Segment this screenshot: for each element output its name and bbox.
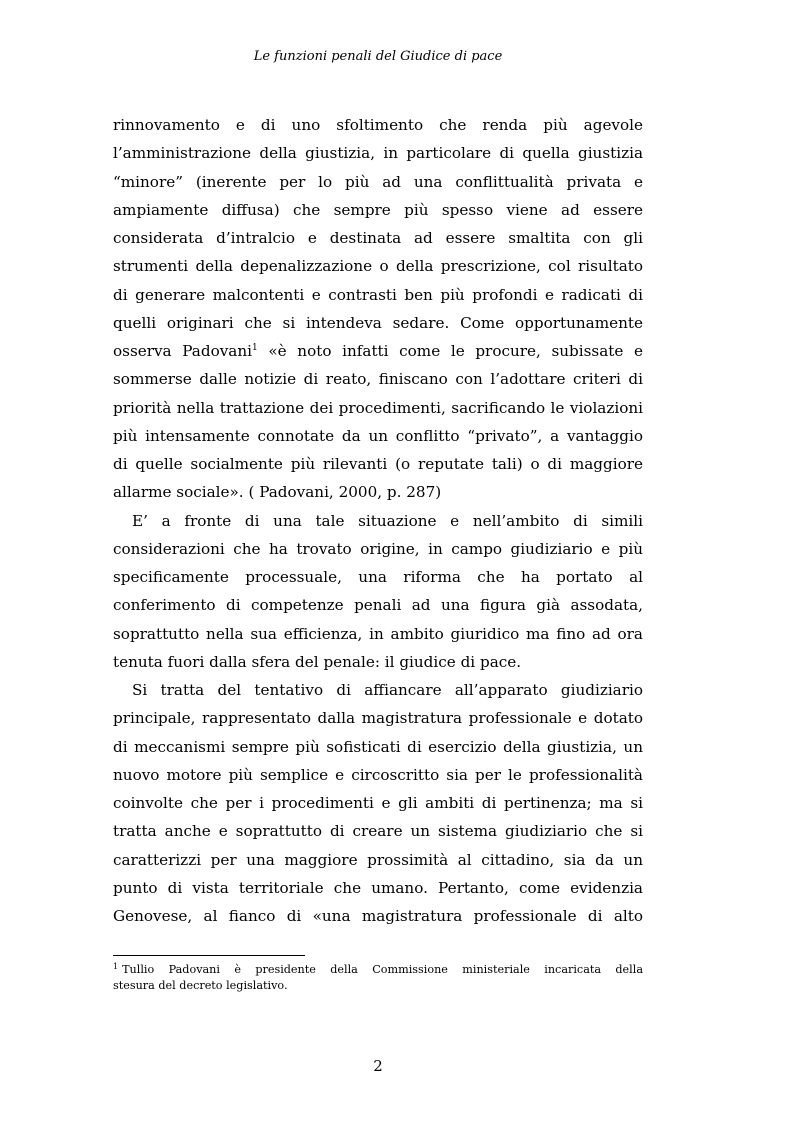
text-line: punto di vista territoriale che umano. Pertanto, come evidenzia <box>113 878 643 897</box>
text-line: tratta anche e soprattutto di creare un sistema giudiziario che si <box>113 822 643 841</box>
text-line: l’amministrazione della giustizia, in particolare di quella giustizia <box>113 144 643 163</box>
text-line: ampiamente diffusa) che sempre più spesso viene ad essere <box>113 200 643 219</box>
text-line: priorità nella trattazione dei procedimenti, sacrificando le violazioni <box>113 398 643 417</box>
footnote-text: Tullio Padovani è presidente della Commissione ministeriale incaricata della <box>122 963 643 976</box>
text-line: considerata d’intralcio e destinata ad essere smaltita con gli <box>113 229 643 247</box>
text-fragment: osserva Padovani <box>113 342 252 360</box>
text-line-with-footnote <box>113 337 643 365</box>
text-line: sommerse dalle notizie di reato, finiscano con l’adottare criteri di <box>113 370 643 389</box>
text-line: caratterizzi per una maggiore prossimità al cittadino, sia da un <box>113 850 643 869</box>
footnote-line: stesura del decreto legislativo. <box>113 979 288 992</box>
text-line: conferimento di competenze penali ad una figura già assodata, <box>113 596 643 615</box>
footnote-line <box>113 962 643 978</box>
text-line: coinvolte che per i procedimenti e gli ambiti di pertinenza; ma si <box>113 794 643 812</box>
footnote-number: 1 <box>113 962 119 971</box>
footnote-reference[interactable]: 1 <box>252 343 258 353</box>
text-line: soprattutto nella sua efficienza, in ambito giuridico ma fino ad ora <box>113 624 643 643</box>
text-line: E’ a fronte di una tale situazione e nell’ambito di simili <box>132 511 643 530</box>
page-number: 2 <box>373 1057 383 1075</box>
text-line: Si tratta del tentativo di affiancare all’apparato giudiziario <box>132 681 643 699</box>
text-line: quelli originari che si intendeva sedare. Come opportunamente <box>113 313 643 332</box>
text-line: strumenti della depenalizzazione o della prescrizione, col risultato <box>113 257 643 276</box>
footnote-divider <box>113 955 305 956</box>
text-line: più intensamente connotate da un conflitto “privato”, a vantaggio <box>113 426 643 445</box>
text-line: specificamente processuale, una riforma che ha portato al <box>113 568 643 586</box>
text-line: Genovese, al fianco di «una magistratura professionale di alto <box>113 907 643 925</box>
text-line: tenuta fuori dalla sfera del penale: il giudice di pace. <box>113 652 522 671</box>
text-line: di quelle socialmente più rilevanti (o reputate tali) o di maggiore <box>113 455 643 473</box>
text-line: considerazioni che ha trovato origine, in campo giudiziario e più <box>113 539 643 558</box>
text-line: di generare malcontenti e contrasti ben più profondi e radicati di <box>113 285 643 304</box>
text-line: “minore” (inerente per lo più ad una conflittualità privata e <box>113 172 643 191</box>
text-fragment: «è noto infatti come le procure, subissate e <box>257 342 643 360</box>
text-line: rinnovamento e di uno sfoltimento che renda più agevole <box>113 116 643 134</box>
body-text <box>113 111 643 930</box>
text-line: nuovo motore più semplice e circoscritto sia per le professionalità <box>113 765 643 784</box>
text-line: di meccanismi sempre più sofisticati di esercizio della giustizia, un <box>113 737 643 756</box>
footnote <box>113 962 643 994</box>
text-line: allarme sociale». ( Padovani, 2000, p. 287) <box>113 483 442 502</box>
text-line: principale, rappresentato dalla magistratura professionale e dotato <box>113 709 643 728</box>
running-header: Le funzioni penali del Giudice di pace <box>253 49 503 64</box>
